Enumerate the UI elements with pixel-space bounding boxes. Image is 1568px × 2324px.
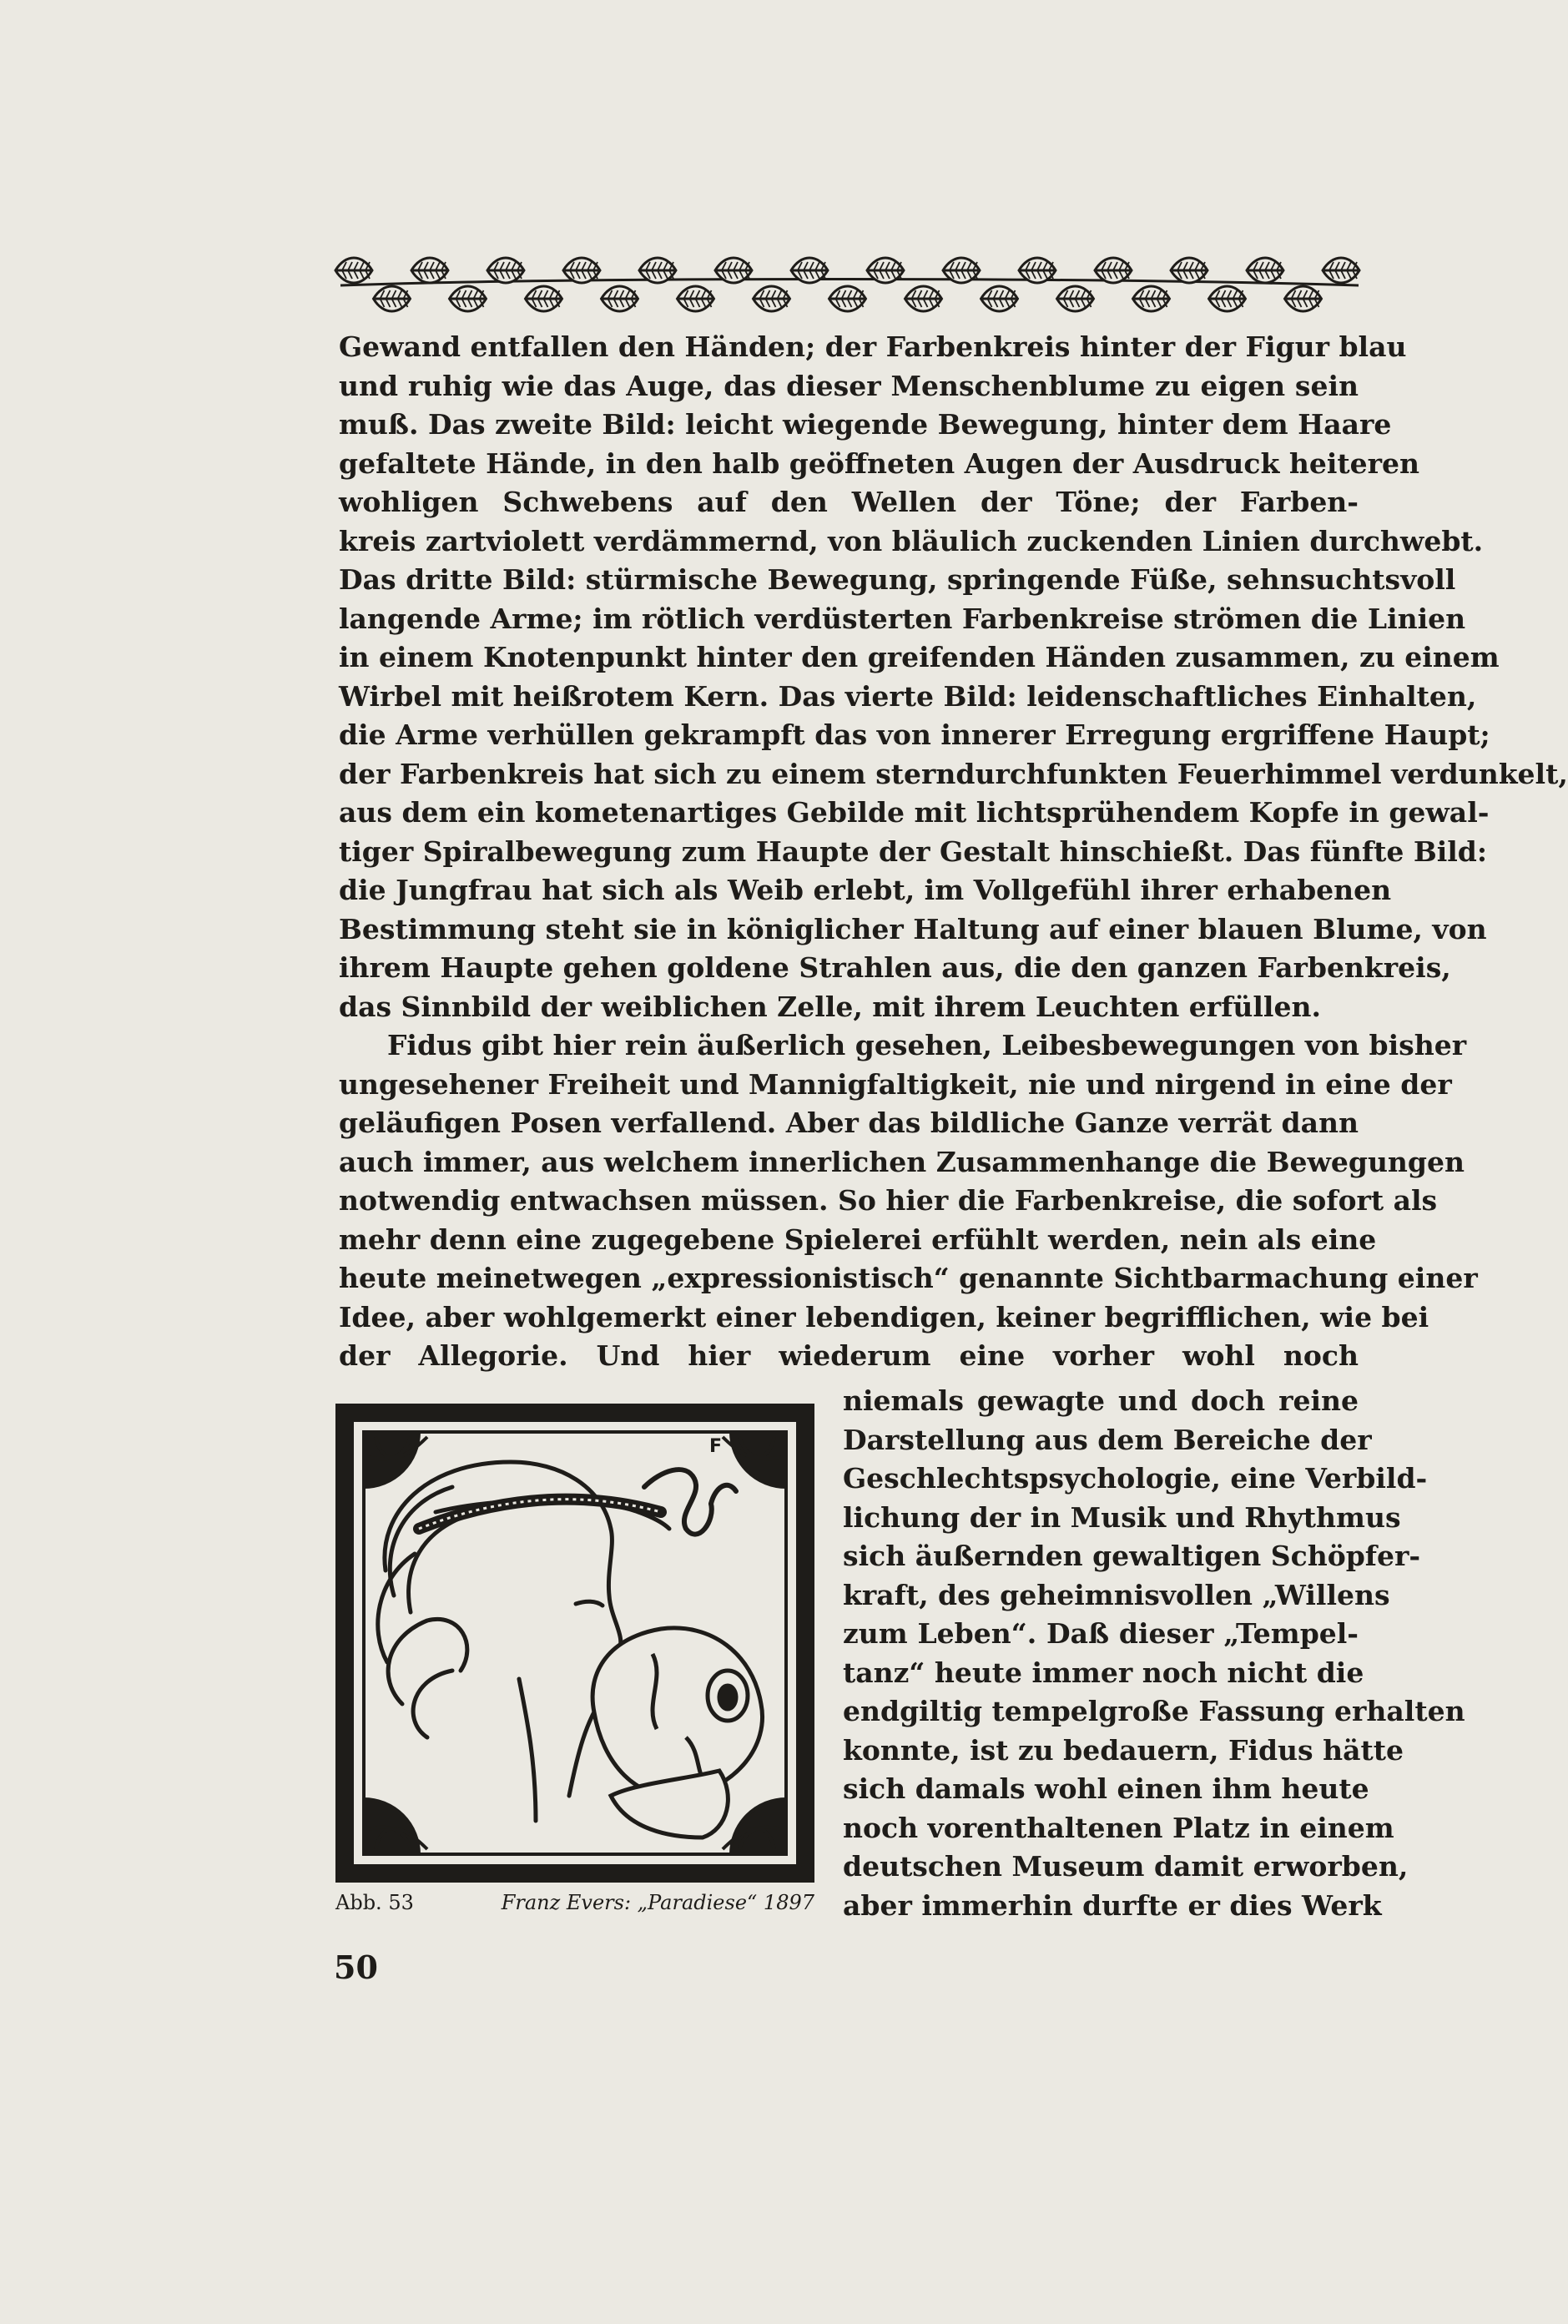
page-number: 50 (334, 1948, 378, 1986)
text-line: Idee, aber wohlgemerkt einer lebendigen, keiner begrifflichen, wie bei (339, 1300, 1429, 1333)
leaf-garland-ornament (334, 244, 1365, 324)
text-line: heute meinetwegen „expressionistisch“ genannte Sichtbarmachung einer (339, 1262, 1478, 1294)
text-line: sich damals wohl einen ihm heute (843, 1772, 1369, 1805)
text-line: Bestimmung steht sie in königlicher Haltung auf einer blauen Blume, von (339, 912, 1487, 945)
text-line: Wirbel mit heißrotem Kern. Das vierte Bild: leidenschaftliches Einhalten, (339, 679, 1477, 713)
text-line: die Arme verhüllen gekrampft das von innerer Erregung ergriffene Haupt; (339, 718, 1490, 751)
text-line: langende Arme; im rötlich verdüsterten Farbenkreise strömen die Linien (339, 602, 1466, 635)
text-line: noch vorenthaltenen Platz in einem (843, 1811, 1394, 1844)
text-line: mehr denn eine zugegebene Spielerei erfühlt werden, nein als eine (339, 1222, 1377, 1256)
body-text-upper (339, 328, 1568, 1376)
text-line: lichung der in Musik und Rhythmus (843, 1500, 1401, 1534)
text-line: deutschen Museum damit erworben, (843, 1850, 1409, 1883)
text-line: die Jungfrau hat sich als Weib erlebt, im Vollgefühl ihrer erhabenen (339, 874, 1392, 906)
text-line: tiger Spiralbewegung zum Haupte der Gestalt hinschießt. Das fünfte Bild: (339, 834, 1488, 868)
illustration-woman-with-skull (335, 1404, 814, 1883)
text-line: tanz“ heute immer noch nicht die (843, 1656, 1364, 1689)
text-line: niemals gewagte und doch reine (843, 1384, 1359, 1417)
text-line: geläufigen Posen verfallend. Aber das bildliche Ganze verrät dann (339, 1107, 1359, 1139)
text-line: zum Leben“. Daß dieser „Tempel- (843, 1617, 1359, 1650)
text-line: in einem Knotenpunkt hinter den greifenden Händen zusammen, zu einem (339, 641, 1500, 673)
text-line: aber immerhin durfte er dies Werk (843, 1888, 1382, 1922)
text-line: kraft, des geheimnisvollen „Willens (843, 1578, 1390, 1611)
text-line: Darstellung aus dem Bereiche der (843, 1423, 1372, 1456)
text-line: konnte, ist zu bedauern, Fidus hätte (843, 1733, 1404, 1767)
text-line: Fidus gibt hier rein äußerlich gesehen, Leibesbewegungen von bisher (387, 1029, 1467, 1061)
text-line: Gewand entfallen den Händen; der Farbenkreis hinter der Figur blau (339, 330, 1407, 363)
text-line: gefaltete Hände, in den halb geöffneten Augen der Ausdruck heiteren (339, 446, 1419, 480)
text-line: das Sinnbild der weiblichen Zelle, mit ihrem Leuchten erfüllen. (339, 990, 1321, 1023)
text-line: sich äußernden gewaltigen Schöpfer- (843, 1540, 1421, 1572)
text-line: der Farbenkreis hat sich zu einem sterndurchfunkten Feuerhimmel verdunkelt, (339, 757, 1568, 790)
figure-label: Abb. 53 (335, 1891, 414, 1914)
text-line: auch immer, aus welchem innerlichen Zusammenhange die Bewegungen (339, 1145, 1465, 1178)
text-line: muß. Das zweite Bild: leicht wiegende Bewegung, hinter dem Haare (339, 408, 1392, 441)
text-line: ungesehener Freiheit und Mannigfaltigkeit, nie und nirgend in eine der (339, 1067, 1452, 1101)
text-line: endgiltig tempelgroße Fassung erhalten (843, 1695, 1465, 1727)
text-line: wohligen Schwebens auf den Wellen der Töne; der Farben- (339, 486, 1359, 518)
artist-monogram: F (709, 1436, 723, 1457)
body-text-lower (843, 1382, 1465, 1925)
text-line: der Allegorie. Und hier wiederum eine vorher wohl noch (339, 1339, 1359, 1372)
figure-caption (335, 1891, 814, 1919)
text-line: Geschlechtspsychologie, eine Verbild- (843, 1462, 1428, 1495)
text-line: notwendig entwachsen müssen. So hier die Farbenkreise, die sofort als (339, 1184, 1438, 1217)
text-line: ihrem Haupte gehen goldene Strahlen aus, die den ganzen Farbenkreis, (339, 951, 1451, 984)
text-line: Das dritte Bild: stürmische Bewegung, springende Füße, sehnsuchtsvoll (339, 563, 1456, 596)
text-line: kreis zartviolett verdämmernd, von bläulich zuckenden Linien durchwebt. (339, 524, 1484, 557)
figure-caption-text: Franz Evers: „Paradiese“ 1897 (501, 1891, 814, 1914)
text-line: aus dem ein kometenartiges Gebilde mit lichtsprühendem Kopfe in gewal- (339, 796, 1490, 829)
text-line: und ruhig wie das Auge, das dieser Menschenblume zu eigen sein (339, 369, 1359, 402)
